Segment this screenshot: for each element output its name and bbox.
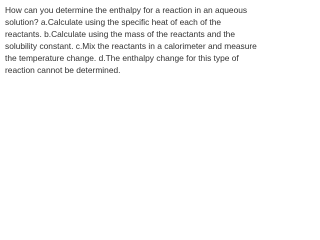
question-text: How can you determine the enthalpy for a reaction in an aqueous solution? a.Calculate using the specific heat of each of the reactants. b.Calculate using the mass of the reactants and the solubility constant. c.Mix the reactants in a calorimeter and measure the temperature change. d.The enthalpy change for this type of reaction cannot be determined. [5,5,257,76]
question-card [0,0,262,79]
